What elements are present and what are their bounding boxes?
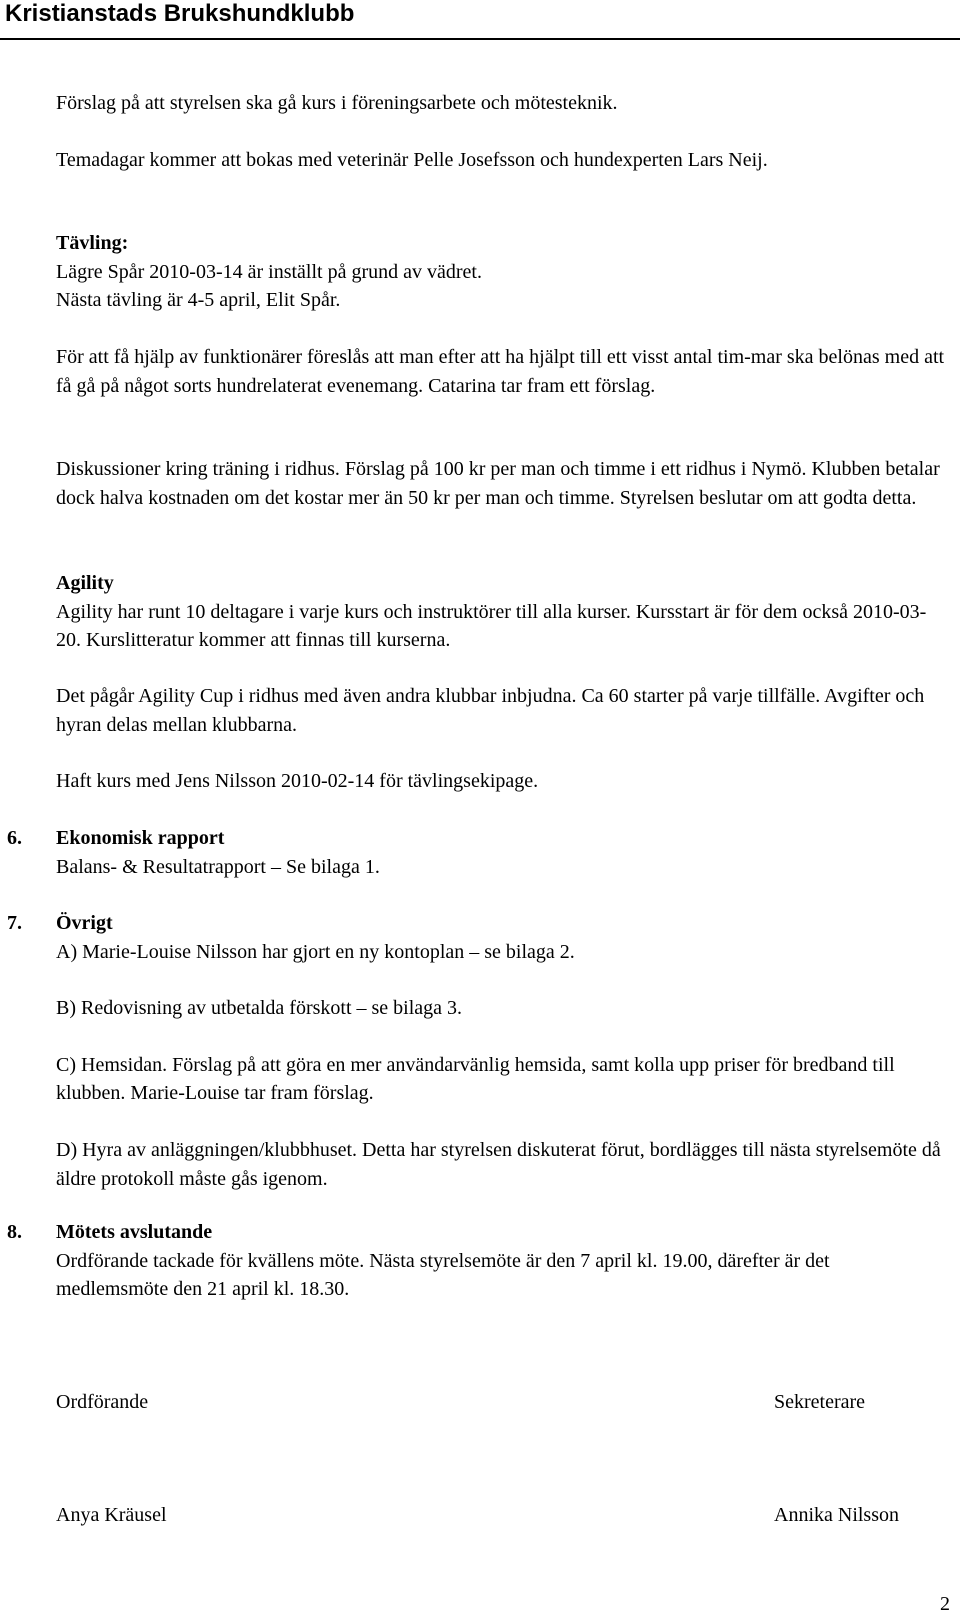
signature-role-ordforande: Ordförande bbox=[56, 1391, 149, 1413]
section-heading: Mötets avslutande bbox=[56, 1221, 213, 1243]
section-number: 8. bbox=[7, 1221, 22, 1243]
section-line: D) Hyra av anläggningen/klubbhuset. Detta har styrelsen diskuterat förut, bordlägges till nästa styrelsemöte då äldre protokoll måste gås igenom. bbox=[56, 1138, 941, 1190]
section-heading: Övrigt bbox=[56, 912, 113, 934]
paragraph-text: Diskussioner kring träning i ridhus. Förslag på 100 kr per man och timme i ett ridhus i Nymö. Klubben betalar dock halva kostnaden om det kostar mer än 50 kr per man och timme. Styrelsen beslutar om att godta detta. bbox=[56, 458, 940, 509]
section-heading: Ekonomisk rapport bbox=[56, 827, 225, 849]
section-number: 7. bbox=[7, 912, 22, 934]
paragraph-ridhus bbox=[56, 455, 946, 512]
signature-name-left: Anya Kräusel bbox=[56, 1504, 167, 1526]
agility-text: Agility har runt 10 deltagare i varje kurs och instruktörer till alla kurser. Kursstart är för dem också 2010-03-20. Kurslitteratur kommer att finnas till kurserna. bbox=[56, 600, 927, 652]
tavling-heading: Tävling: bbox=[56, 232, 129, 254]
header-divider bbox=[0, 38, 960, 40]
paragraph-funktionarer bbox=[56, 343, 946, 400]
paragraph-text: Haft kurs med Jens Nilsson 2010-02-14 för tävlingsekipage. bbox=[56, 770, 539, 792]
page-number: 2 bbox=[940, 1593, 950, 1615]
tavling-line-1: Lägre Spår 2010-03-14 är inställt på grund av vädret. bbox=[56, 260, 482, 283]
section-line: C) Hemsidan. Förslag på att göra en mer användarvänlig hemsida, samt kolla upp priser för bredband till klubben. Marie-Louise tar fram förslag. bbox=[56, 1053, 895, 1105]
agility-heading: Agility bbox=[56, 572, 114, 594]
section-line: Ordförande tackade för kvällens möte. Nästa styrelsemöte är den 7 april kl. 19.00, därefter är det medlemsmöte den 21 april kl. 18.30. bbox=[56, 1249, 830, 1301]
paragraph-text: Förslag på att styrelsen ska gå kurs i föreningsarbete och mötesteknik. bbox=[56, 92, 618, 114]
paragraph-text: Temadagar kommer att bokas med veterinär Pelle Josefsson och hundexperten Lars Neij. bbox=[56, 149, 768, 171]
paragraph-kurs-jens bbox=[56, 767, 946, 796]
signature-name-right: Annika Nilsson bbox=[774, 1504, 899, 1526]
paragraph-styrelse-kurs bbox=[56, 89, 946, 118]
document-title: Kristianstads Brukshundklubb bbox=[5, 0, 355, 27]
agility-block bbox=[56, 569, 946, 655]
signature-role-sekreterare: Sekreterare bbox=[774, 1391, 866, 1413]
section-line: B) Redovisning av utbetalda förskott – se bilaga 3. bbox=[56, 997, 463, 1020]
section-line: A) Marie-Louise Nilsson har gjort en ny kontoplan – se bilaga 2. bbox=[56, 940, 575, 963]
paragraph-temadagar bbox=[56, 146, 946, 175]
tavling-line-2: Nästa tävling är 4-5 april, Elit Spår. bbox=[56, 289, 341, 312]
section-line: Balans- & Resultatrapport – Se bilaga 1. bbox=[56, 855, 380, 878]
paragraph-agility-cup bbox=[56, 682, 946, 739]
tavling-block bbox=[56, 229, 946, 315]
section-number: 6. bbox=[7, 827, 22, 849]
paragraph-text: För att få hjälp av funktionärer föreslås att man efter att ha hjälpt till ett visst antal tim-mar ska belönas med att få gå på något sorts hundrelaterat evenemang. Catarina tar fram ett förslag. bbox=[56, 346, 945, 397]
paragraph-text: Det pågår Agility Cup i ridhus med även andra klubbar inbjudna. Ca 60 starter på varje tillfälle. Avgifter och hyran delas mellan klubbarna. bbox=[56, 685, 925, 736]
